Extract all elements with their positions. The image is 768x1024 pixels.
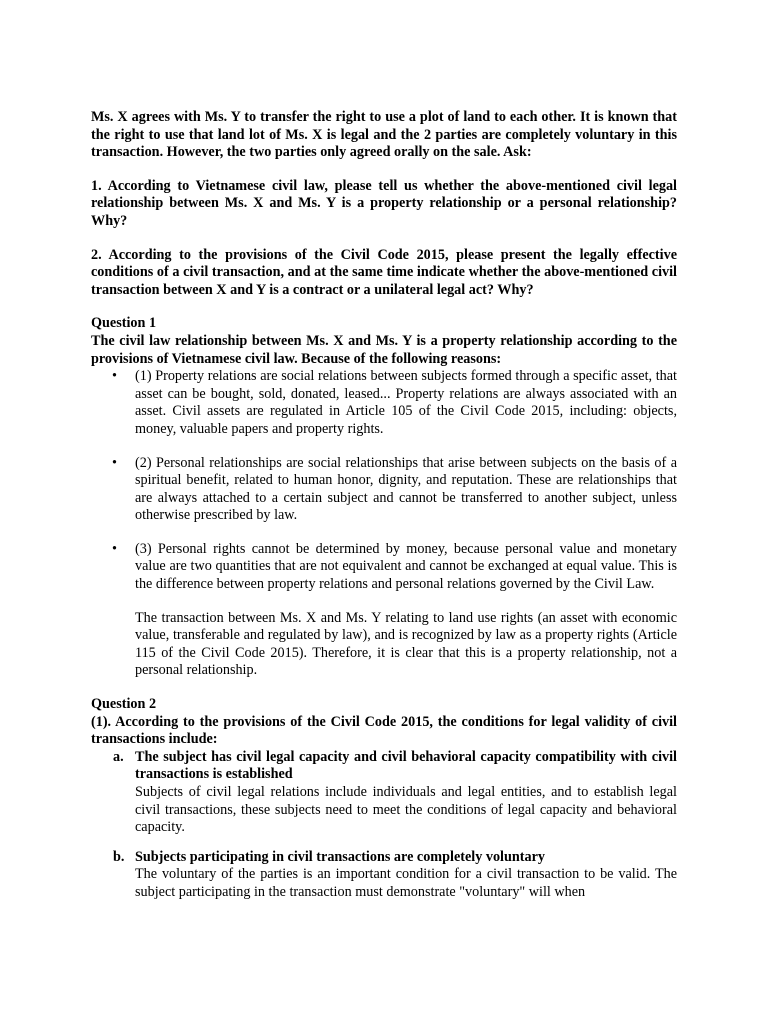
list-item <box>91 749 677 837</box>
question-1-prompt: 1. According to Vietnamese civil law, please tell us whether the above-mentioned civil legal relationship between Ms. X and Ms. Y is a property relationship or a personal relationship? Why? <box>91 177 677 229</box>
list-item <box>91 455 677 525</box>
bullet-icon: • <box>112 368 117 385</box>
question-1-answer <box>91 315 677 680</box>
bullet-icon: • <box>112 454 117 471</box>
list-item <box>91 368 677 438</box>
reason-text: (2) Personal relationships are social relationships that arise between subjects on the basis of a spiritual benefit, related to human honor, dignity, and reputation. These are relationships that are always attached to a certain subject and cannot be transferred to another subject, unless otherwise prescribed by law. <box>135 454 677 524</box>
condition-body: The voluntary of the parties is an important condition for a civil transaction to be valid. The subject participating in the transaction must demonstrate "voluntary" will when <box>135 866 677 900</box>
list-item <box>91 541 677 594</box>
document-page <box>91 109 677 902</box>
condition-title: The subject has civil legal capacity and civil behavioral capacity compatibility with civil transactions is established <box>135 748 677 783</box>
scenario-paragraph: Ms. X agrees with Ms. Y to transfer the right to use a plot of land to each other. It is known that the right to use that land lot of Ms. X is legal and the 2 parties are completely voluntary in this transaction. However, the two parties only agreed orally on the sale. Ask: <box>91 109 677 161</box>
bullet-icon: • <box>112 540 117 557</box>
item-marker: a. <box>113 748 124 765</box>
condition-body: Subjects of civil legal relations include individuals and legal entities, and to establish legal civil transactions, these subjects need to meet the conditions of legal capacity and behavioral capacity. <box>135 784 677 836</box>
reason-text: (3) Personal rights cannot be determined by money, because personal value and monetary value are two quantities that are not equivalent and cannot be exchanged at equal value. This is the difference between property relations and personal relations governed by the Civil Law. <box>135 540 677 593</box>
question-2-heading: Question 2 <box>91 696 157 713</box>
question-2-prompt: 2. According to the provisions of the Civil Code 2015, please present the legally effective conditions of a civil transaction, and at the same time indicate whether the above-mentioned civil transaction between X and Y is a contract or a unilateral legal act? Why? <box>91 246 677 298</box>
list-item <box>91 849 677 902</box>
question-1-lead: The civil law relationship between Ms. X and Ms. Y is a property relationship according to the provisions of Vietnamese civil law. Because of the following reasons: <box>91 332 677 367</box>
condition-title: Subjects participating in civil transactions are completely voluntary <box>135 848 545 865</box>
question-1-conclusion: The transaction between Ms. X and Ms. Y relating to land use rights (an asset with economic value, transferable and regulated by law), and is recognized by law as a property rights (Article 115 of the Civil Code 2015). Therefore, it is clear that this is a property relationship, not a personal relationship. <box>135 609 677 679</box>
question-1-heading: Question 1 <box>91 315 157 332</box>
reasons-list <box>91 368 677 594</box>
item-marker: b. <box>113 848 125 865</box>
reason-text: (1) Property relations are social relations between subjects formed through a specific asset, that asset can be bought, sold, donated, leased... Property relations are always associated with an asset. Civil assets are regulated in Article 105 of the Civil Code 2015, including: objects, money, valuable papers and property rights. <box>135 368 677 437</box>
question-2-lead: (1). According to the provisions of the Civil Code 2015, the conditions for legal validity of civil transactions include: <box>91 713 677 748</box>
question-2-answer <box>91 696 677 902</box>
conditions-list <box>91 749 677 902</box>
